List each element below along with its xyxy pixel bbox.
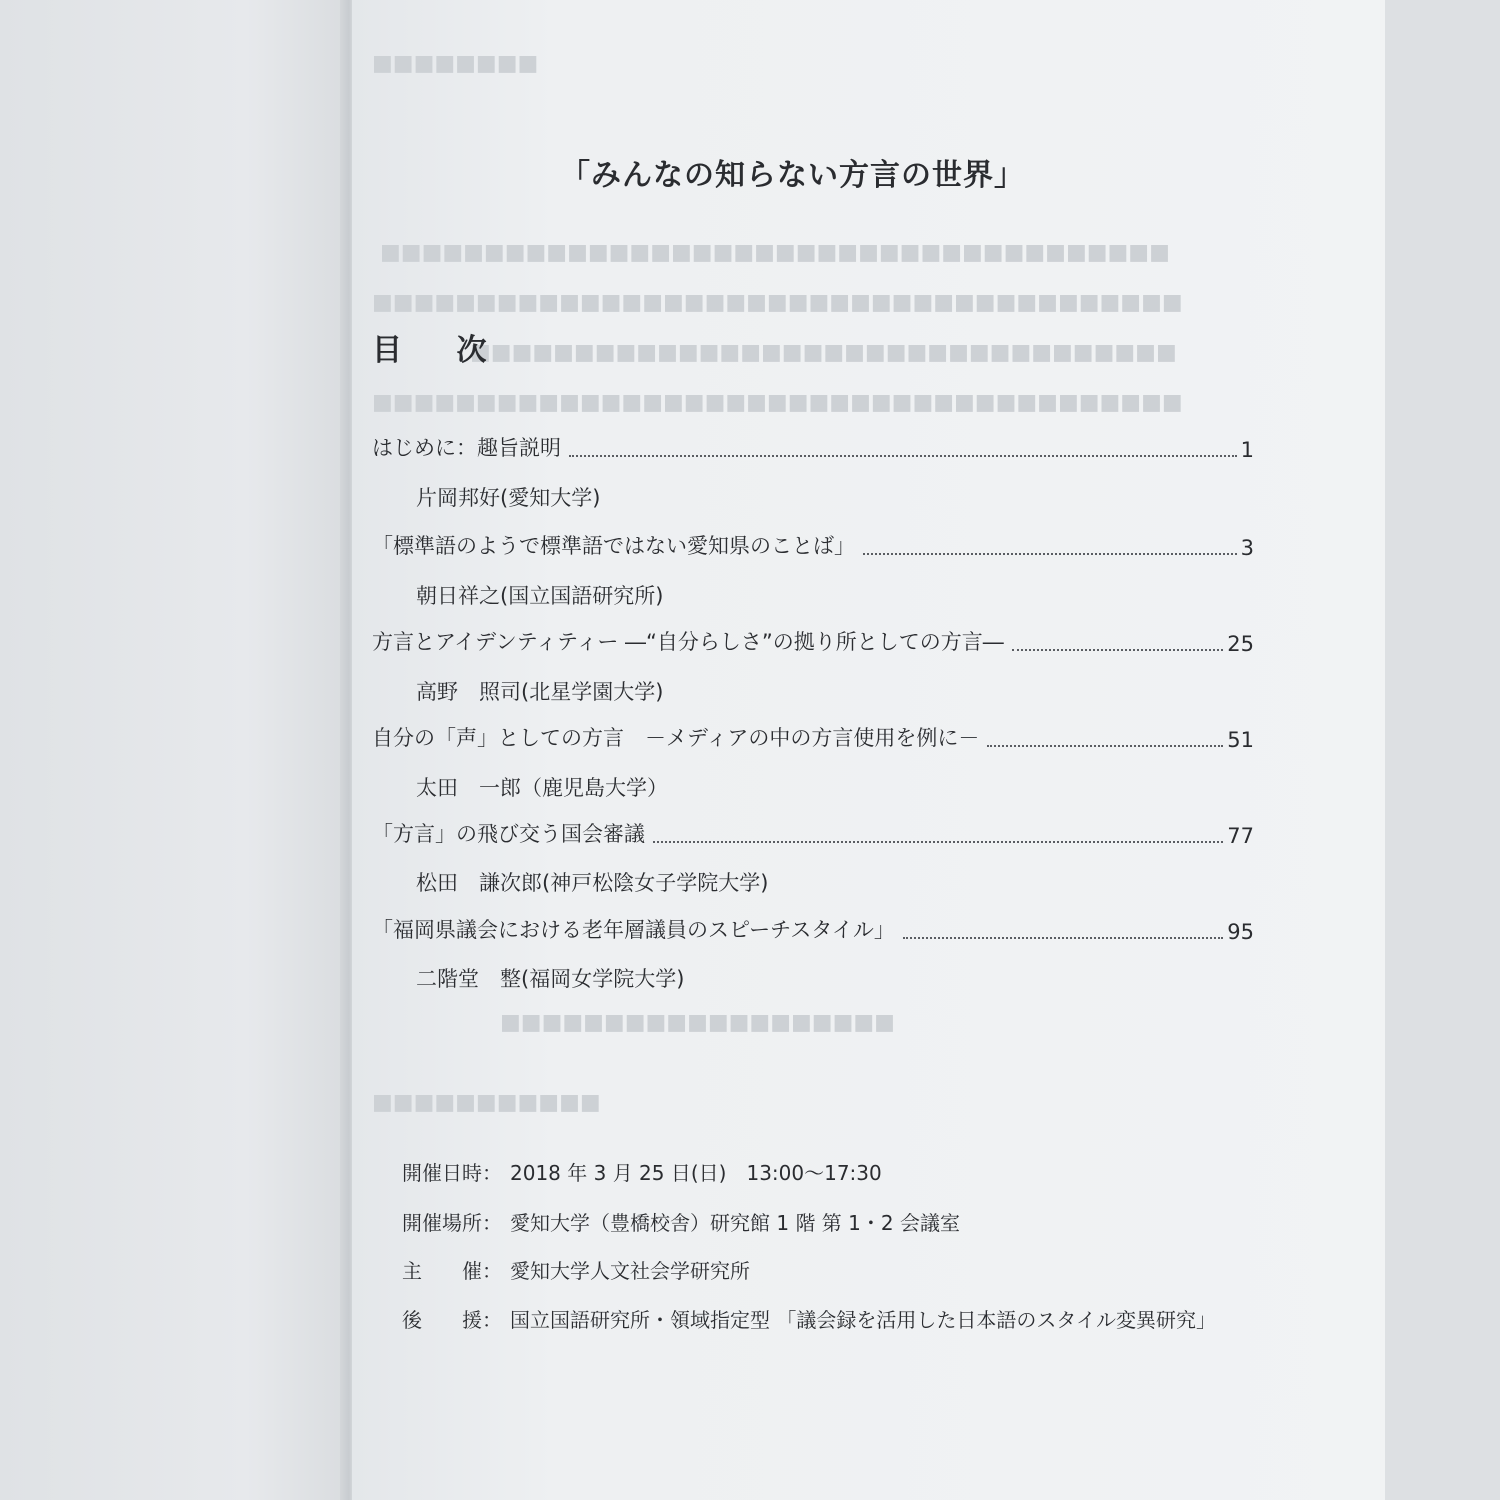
bleed-through-text: ■■■■■■■■■■■■■■■■■■■: [500, 1010, 895, 1035]
document-title: 「みんなの知らない方言の世界」: [560, 158, 1025, 193]
toc-entry-author: 朝日祥之(国立国語研究所): [416, 584, 664, 608]
toc-entry-page: 25: [1227, 632, 1254, 656]
toc-entry-title: 「方言」の飛び交う国会審議: [372, 822, 645, 846]
bleed-through-text: ■■■■■■■■■■■■■■■■■■■■■■■■■■■■■■■■■■■■■■: [380, 240, 1170, 265]
info-value: 愛知大学（豊橋校舎）研究館 1 階 第 1・2 会議室: [510, 1211, 960, 1235]
dot-leader: [569, 455, 1237, 457]
info-value: 2018 年 3 月 25 日(日) 13:00～17:30: [510, 1161, 882, 1185]
event-info-row: [402, 1157, 882, 1186]
toc-entry-page: 95: [1227, 920, 1254, 944]
event-info-row: [402, 1255, 750, 1284]
toc-entry: [372, 914, 1254, 944]
facing-page: [0, 0, 352, 1500]
info-label: 開催日時：: [402, 1161, 502, 1185]
toc-entry-title: 「標準語のようで標準語ではない愛知県のことば」: [372, 534, 855, 558]
toc-entry-page: 77: [1227, 824, 1254, 848]
dot-leader: [653, 841, 1223, 843]
toc-entry: [372, 626, 1254, 656]
toc-entry-title: 方言とアイデンティティー ―“自分らしさ”の拠り所としての方言―: [372, 630, 1004, 654]
dot-leader: [1012, 649, 1224, 651]
event-info-row: [402, 1207, 960, 1236]
toc-entry: [372, 818, 1254, 848]
info-label: 主 催：: [402, 1259, 502, 1283]
toc-entry: [372, 722, 1254, 752]
toc-heading: 目 次: [372, 333, 509, 368]
bleed-through-text: ■■■■■■■■: [372, 50, 539, 76]
toc-entry: [372, 530, 1254, 560]
toc-entry-title: 「福岡県議会における老年層議員のスピーチスタイル」: [372, 918, 895, 942]
bleed-through-text: ■■■■■■■■■■■■■■■■■■■■■■■■■■■■■■■■■■■■■■■: [372, 390, 1183, 415]
toc-entry-page: 1: [1240, 438, 1254, 462]
dot-leader: [987, 745, 1223, 747]
toc-entry-author: 太田 一郎（鹿児島大学）: [416, 776, 668, 800]
page-edge: [1385, 0, 1500, 1500]
toc-entry-title: 自分の「声」としての方言 －メディアの中の方言使用を例に－: [372, 726, 980, 750]
dot-leader: [863, 553, 1237, 555]
info-label: 開催場所：: [402, 1211, 502, 1235]
bleed-through-text: ■■■■■■■■■■■■■■■■■■■■■■■■■■■■■■■■■■: [470, 340, 1177, 365]
info-value: 愛知大学人文社会学研究所: [510, 1259, 750, 1283]
toc-entry-author: 二階堂 整(福岡女学院大学): [416, 967, 685, 991]
toc-entry-author: 高野 照司(北星学園大学): [416, 680, 664, 704]
dot-leader: [903, 937, 1223, 939]
event-info-row: [402, 1304, 1216, 1333]
toc-entry-page: 51: [1227, 728, 1254, 752]
toc-entry-author: 松田 謙次郎(神戸松陰女子学院大学): [416, 871, 769, 895]
toc-entry-author: 片岡邦好(愛知大学): [416, 486, 601, 510]
toc-entry-page: 3: [1240, 536, 1254, 560]
toc-entry: [372, 432, 1254, 462]
bleed-through-text: ■■■■■■■■■■■■■■■■■■■■■■■■■■■■■■■■■■■■■■■: [372, 290, 1183, 315]
info-label: 後 援：: [402, 1308, 502, 1332]
toc-entry-title: はじめに：趣旨説明: [372, 436, 561, 460]
info-value: 国立国語研究所・領域指定型 「議会録を活用した日本語のスタイル変異研究」: [510, 1308, 1216, 1332]
bleed-through-text: ■■■■■■■■■■■: [372, 1090, 601, 1115]
